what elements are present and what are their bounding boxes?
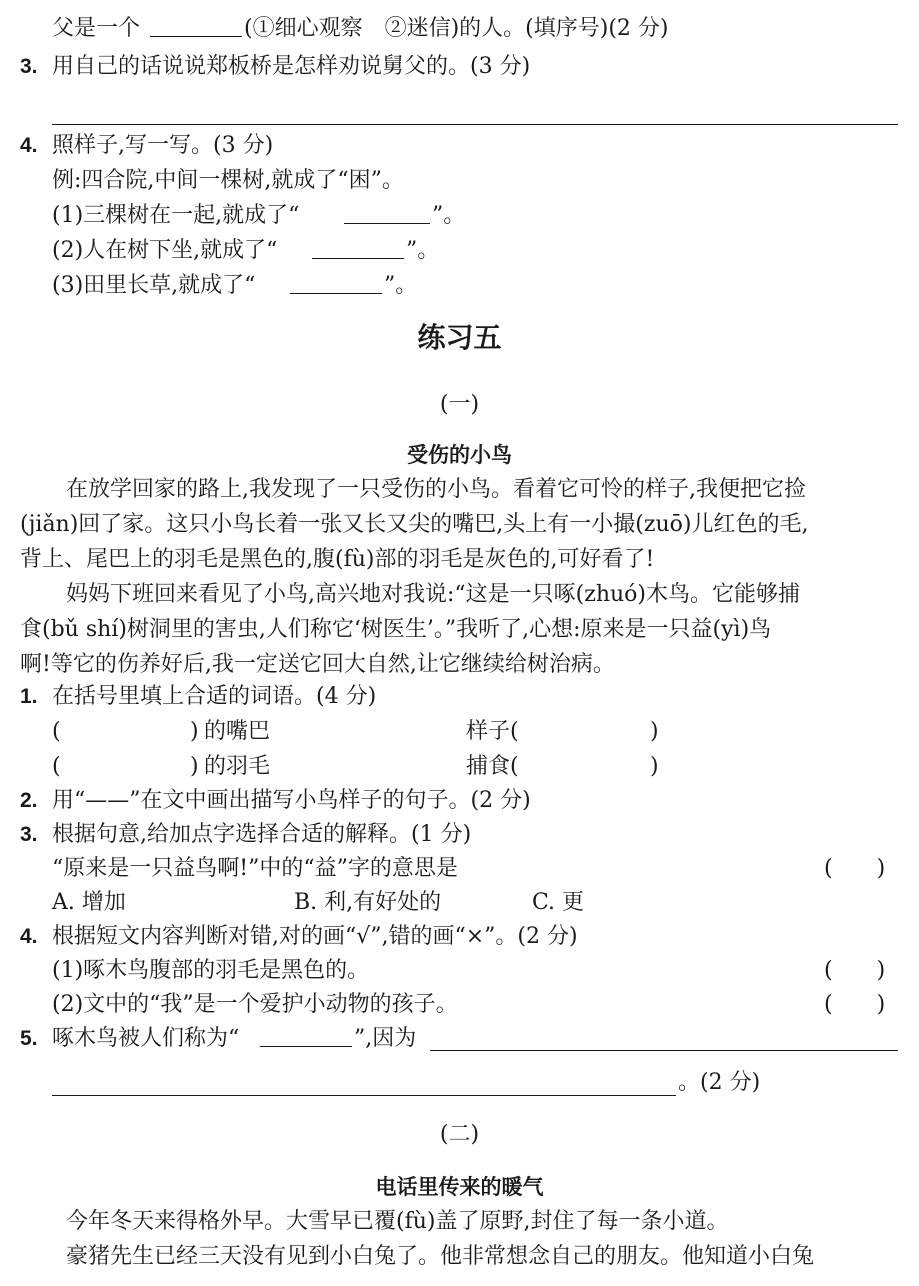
q4-judge-item-1 <box>0 956 919 986</box>
q4-item-2-blank[interactable] <box>312 236 404 268</box>
story1-title <box>0 440 919 470</box>
q3-stem-text: “原来是一只益鸟啊!”中的“益”字的意思是 <box>52 856 458 881</box>
part1-label-text: (一) <box>439 392 480 417</box>
q4-item-2 <box>0 236 919 266</box>
story1-line-6 <box>0 650 919 680</box>
story2-line-1-text: 今年冬天来得格外早。大雪早已覆(fù)盖了原野,封住了每一条小道。 <box>66 1209 729 1234</box>
q3-answer-paren[interactable]: ( ) <box>824 856 886 881</box>
q3-text: 用自己的话说说郑板桥是怎样劝说舅父的。(3 分) <box>52 54 531 79</box>
story1-line-2-text: (jiǎn)回了家。这只小鸟长着一张又长又尖的嘴巴,头上有一小撮(zuō)儿红色的毛, <box>20 512 809 537</box>
q1-row-1-label: 的嘴巴 <box>204 719 271 744</box>
story2-line-2-text: 豪猪先生已经三天没有见到小白兔了。他非常想念自己的朋友。他知道小白兔 <box>66 1244 815 1269</box>
q4-number: 4. <box>20 134 38 157</box>
q2-line <box>0 786 919 816</box>
q5-text-a: 啄木鸟被人们称为“ <box>52 1026 240 1051</box>
q5-text-b: ”,因为 <box>354 1026 417 1051</box>
q4-judge-item-1-paren[interactable]: ( ) <box>824 958 886 983</box>
q1-row-2-right-label[interactable]: 捕食( <box>466 754 519 779</box>
story1-line-5 <box>0 615 919 645</box>
story1-line-3-text: 背上、尾巴上的羽毛是黑色的,腹(fù)部的羽毛是灰色的,可好看了! <box>20 547 655 572</box>
part2-label-text: (二) <box>439 1122 480 1147</box>
q3-option-c[interactable]: C. 更 <box>532 890 585 915</box>
q2-answer-blank[interactable] <box>150 14 242 46</box>
q5-number: 5. <box>20 1027 38 1050</box>
q2-number: 2. <box>20 789 38 812</box>
section-title-text: 练习五 <box>417 321 502 354</box>
q4-item-1-blank[interactable] <box>344 201 430 233</box>
q2-tail-start: 父是一个 <box>52 16 141 41</box>
q3-2-number: 3. <box>20 823 38 846</box>
q4-item-3-blank[interactable] <box>290 271 382 303</box>
q4-example-text: 例:四合院,中间一棵树,就成了“困”。 <box>52 168 404 193</box>
q4-item-2-close: ”。 <box>406 238 440 263</box>
part1-label <box>0 390 919 420</box>
story2-title-text: 电话里传来的暖气 <box>375 1175 544 1199</box>
q1-row-1 <box>0 717 919 747</box>
q4-item-1 <box>0 201 919 231</box>
q4-judge-item-1-text: (1)啄木鸟腹部的羽毛是黑色的。 <box>52 958 370 983</box>
story1-line-6-text: 啊!等它的伤养好后,我一定送它回大自然,让它继续给树治病。 <box>20 652 615 677</box>
q3-option-b[interactable]: B. 利,有好处的 <box>294 890 442 915</box>
section-title <box>0 318 919 358</box>
q2-continuation-line <box>0 14 919 44</box>
q1-row-2-label: 的羽毛 <box>204 754 271 779</box>
q5-tail: 。(2 分) <box>678 1070 761 1095</box>
q4-item-3-text: (3)田里长草,就成了“ <box>52 273 256 298</box>
story1-line-5-text: 食(bǔ shí)树洞里的害虫,人们称它‘树医生’。”我听了,心想:原来是一只益(yì)鸟 <box>20 617 772 642</box>
q3-option-a[interactable]: A. 增加 <box>52 890 126 915</box>
q4-judge-number: 4. <box>20 925 38 948</box>
q4-item-3-close: ”。 <box>384 273 418 298</box>
q3-number: 3. <box>20 55 38 78</box>
q2-text: 用“——”在文中画出描写小鸟样子的句子。(2 分) <box>52 788 531 813</box>
q3-answer-line[interactable] <box>52 124 898 125</box>
q4-item-3 <box>0 271 919 301</box>
story1-line-4 <box>0 580 919 610</box>
q1-line <box>0 682 919 712</box>
q4-judge-item-2-paren[interactable]: ( ) <box>824 992 886 1017</box>
story1-line-1-text: 在放学回家的路上,我发现了一只受伤的小鸟。看着它可怜的样子,我便把它捡 <box>66 477 806 502</box>
q1-row-1-close: ) <box>190 719 199 744</box>
story2-line-2 <box>0 1242 919 1272</box>
q4-line <box>0 131 919 161</box>
q5-blank-1[interactable] <box>260 1024 352 1056</box>
q3-2-text: 根据句意,给加点字选择合适的解释。(1 分) <box>52 822 472 847</box>
story1-line-1 <box>0 475 919 505</box>
q4-judge-item-2 <box>0 990 919 1020</box>
q1-row-2-right-close: ) <box>650 754 659 779</box>
q4-item-2-text: (2)人在树下坐,就成了“ <box>52 238 278 263</box>
story2-line-1 <box>0 1207 919 1237</box>
q4-item-1-text: (1)三棵树在一起,就成了“ <box>52 203 300 228</box>
q1-text: 在括号里填上合适的词语。(4 分) <box>52 684 377 709</box>
story2-title <box>0 1172 919 1202</box>
part2-label <box>0 1120 919 1150</box>
q5-tail-line <box>0 1068 919 1098</box>
q4-text: 照样子,写一写。(3 分) <box>52 133 274 158</box>
story1-line-3 <box>0 545 919 575</box>
q4-example <box>0 166 919 196</box>
q1-row-1-right-close: ) <box>650 719 659 744</box>
q4-judge-item-2-text: (2)文中的“我”是一个爱护小动物的孩子。 <box>52 992 458 1017</box>
story1-title-text: 受伤的小鸟 <box>407 443 512 467</box>
story1-line-2 <box>0 510 919 540</box>
q1-row-1-right-label[interactable]: 样子( <box>466 719 519 744</box>
q1-number: 1. <box>20 685 38 708</box>
q3-options <box>0 888 919 918</box>
q4-judge-text: 根据短文内容判断对错,对的画“√”,错的画“×”。(2 分) <box>52 924 578 949</box>
q1-row-2-open[interactable]: ( <box>52 754 61 779</box>
q3-stem <box>0 854 919 884</box>
q1-row-2-close: ) <box>190 754 199 779</box>
q2-tail-end: (①细心观察 ②迷信)的人。(填序号)(2 分) <box>244 16 669 41</box>
q5-answer-line-1[interactable] <box>430 1050 898 1051</box>
q3-line-2 <box>0 820 919 850</box>
q3-line <box>0 52 919 82</box>
q4-judge-line <box>0 922 919 952</box>
q1-row-2 <box>0 752 919 782</box>
q1-row-1-open[interactable]: ( <box>52 719 61 744</box>
q4-item-1-close: ”。 <box>432 203 466 228</box>
story1-line-4-text: 妈妈下班回来看见了小鸟,高兴地对我说:“这是一只啄(zhuó)木鸟。它能够捕 <box>66 582 800 607</box>
